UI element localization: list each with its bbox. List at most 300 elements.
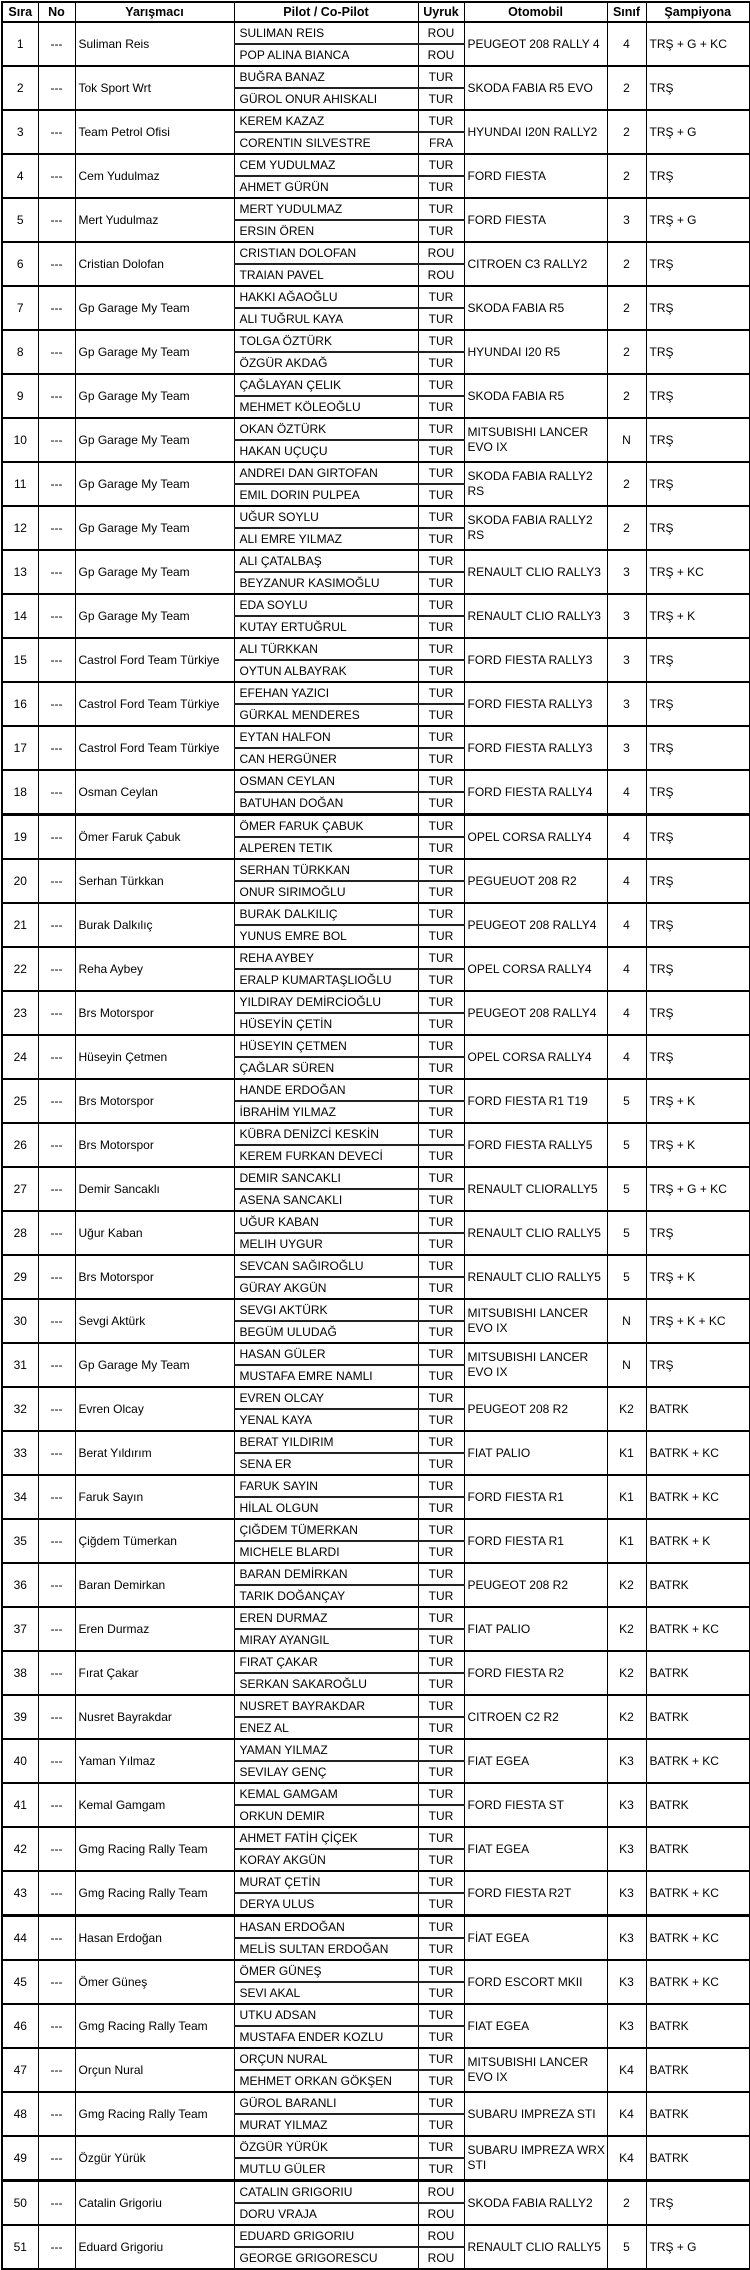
table-row <box>2 2225 750 2247</box>
cell-sampiyona: TRŞ <box>646 815 750 860</box>
cell-copilot-uyruk: TUR <box>418 1541 464 1563</box>
cell-copilot-uyruk: TUR <box>418 616 464 638</box>
cell-no: --- <box>38 947 75 991</box>
cell-pilot: UĞUR KABAN <box>234 1211 418 1233</box>
cell-pilot: HASAN ERDOĞAN <box>234 1916 418 1939</box>
cell-sinif: 5 <box>607 1167 646 1211</box>
cell-no: --- <box>38 2092 75 2136</box>
table-row <box>2 1563 750 1585</box>
cell-copilot: POP ALINA BIANCA <box>234 44 418 66</box>
cell-sira: 48 <box>2 2092 38 2136</box>
cell-sira: 8 <box>2 330 38 374</box>
cell-otomobil: FIAT PALIO <box>464 1607 607 1651</box>
cell-sampiyona: BATRK <box>646 1563 750 1607</box>
cell-sampiyona: TRŞ <box>646 903 750 947</box>
cell-no: --- <box>38 638 75 682</box>
cell-sinif: N <box>607 1299 646 1343</box>
cell-sira: 34 <box>2 1475 38 1519</box>
cell-pilot-uyruk: TUR <box>418 1739 464 1761</box>
cell-sinif: K2 <box>607 1651 646 1695</box>
table-row <box>2 1431 750 1453</box>
cell-pilot: CRISTIAN DOLOFAN <box>234 242 418 264</box>
cell-sampiyona: TRŞ + K <box>646 1255 750 1299</box>
table-row <box>2 1167 750 1189</box>
cell-otomobil: OPEL CORSA RALLY4 <box>464 1035 607 1079</box>
cell-pilot: NUSRET BAYRAKDAR <box>234 1695 418 1717</box>
cell-sira: 36 <box>2 1563 38 1607</box>
table-row <box>2 1695 750 1717</box>
cell-pilot: REHA AYBEY <box>234 947 418 969</box>
cell-pilot-uyruk: TUR <box>418 903 464 925</box>
cell-no: --- <box>38 1255 75 1299</box>
cell-copilot: GÜRKAL MENDERES <box>234 704 418 726</box>
cell-sinif: 3 <box>607 682 646 726</box>
cell-sampiyona: TRŞ + G + KC <box>646 22 750 66</box>
cell-yarismaci: Uğur Kaban <box>75 1211 234 1255</box>
cell-sinif: 4 <box>607 859 646 903</box>
cell-copilot: MUSTAFA EMRE NAMLI <box>234 1365 418 1387</box>
table-row <box>2 1519 750 1541</box>
cell-pilot-uyruk: TUR <box>418 1519 464 1541</box>
cell-sinif: 2 <box>607 506 646 550</box>
cell-copilot-uyruk: TUR <box>418 2158 464 2181</box>
header-uyruk: Uyruk <box>418 2 464 22</box>
cell-yarismaci: Brs Motorspor <box>75 1079 234 1123</box>
cell-pilot: YILDIRAY DEMİRCİOĞLU <box>234 991 418 1013</box>
cell-sinif: 5 <box>607 1079 646 1123</box>
cell-yarismaci: Gmg Racing Rally Team <box>75 2092 234 2136</box>
cell-copilot: GEORGE GRIGORESCU <box>234 2247 418 2269</box>
cell-sampiyona: TRŞ <box>646 418 750 462</box>
cell-yarismaci: Hüseyin Çetmen <box>75 1035 234 1079</box>
cell-copilot-uyruk: TUR <box>418 396 464 418</box>
cell-yarismaci: Orçun Nural <box>75 2048 234 2092</box>
cell-yarismaci: Özgür Yürük <box>75 2136 234 2181</box>
cell-copilot: MIRAY AYANGIL <box>234 1629 418 1651</box>
table-row <box>2 242 750 264</box>
cell-sira: 3 <box>2 110 38 154</box>
cell-otomobil: SKODA FABIA R5 <box>464 374 607 418</box>
cell-sira: 6 <box>2 242 38 286</box>
cell-yarismaci: Kemal Gamgam <box>75 1783 234 1827</box>
cell-pilot-uyruk: TUR <box>418 2004 464 2026</box>
table-row <box>2 682 750 704</box>
cell-pilot-uyruk: TUR <box>418 1387 464 1409</box>
cell-otomobil: PEUGEOT 208 RALLY 4 <box>464 22 607 66</box>
table-row <box>2 286 750 308</box>
cell-no: --- <box>38 991 75 1035</box>
cell-sampiyona: TRŞ <box>646 638 750 682</box>
cell-copilot: EMIL DORIN PULPEA <box>234 484 418 506</box>
cell-no: --- <box>38 1827 75 1871</box>
cell-sinif: K3 <box>607 1739 646 1783</box>
cell-yarismaci: Demir Sancaklı <box>75 1167 234 1211</box>
cell-pilot-uyruk: TUR <box>418 1475 464 1497</box>
cell-yarismaci: Çiğdem Tümerkan <box>75 1519 234 1563</box>
cell-pilot-uyruk: TUR <box>418 550 464 572</box>
cell-sira: 47 <box>2 2048 38 2092</box>
cell-copilot: GÜRAY AKGÜN <box>234 1277 418 1299</box>
cell-copilot: SEVILAY GENÇ <box>234 1761 418 1783</box>
cell-copilot-uyruk: TUR <box>418 1673 464 1695</box>
cell-sira: 37 <box>2 1607 38 1651</box>
cell-pilot: FIRAT ÇAKAR <box>234 1651 418 1673</box>
cell-no: --- <box>38 1871 75 1916</box>
table-row <box>2 594 750 616</box>
cell-pilot: GÜROL BARANLI <box>234 2092 418 2114</box>
cell-copilot-uyruk: TUR <box>418 220 464 242</box>
cell-pilot-uyruk: TUR <box>418 110 464 132</box>
cell-copilot-uyruk: TUR <box>418 969 464 991</box>
cell-sinif: K2 <box>607 1563 646 1607</box>
cell-yarismaci: Eren Durmaz <box>75 1607 234 1651</box>
cell-pilot: MERT YUDULMAZ <box>234 198 418 220</box>
cell-otomobil: MITSUBISHI LANCER EVO IX <box>464 2048 607 2092</box>
cell-sampiyona: TRŞ <box>646 374 750 418</box>
cell-yarismaci: Tok Sport Wrt <box>75 66 234 110</box>
cell-sira: 16 <box>2 682 38 726</box>
cell-sira: 51 <box>2 2225 38 2269</box>
cell-sinif: 3 <box>607 726 646 770</box>
cell-otomobil: PEUGEOT 208 R2 <box>464 1563 607 1607</box>
cell-no: --- <box>38 1651 75 1695</box>
cell-copilot-uyruk: ROU <box>418 264 464 286</box>
cell-sira: 5 <box>2 198 38 242</box>
cell-copilot-uyruk: TUR <box>418 1189 464 1211</box>
cell-sampiyona: BATRK <box>646 2048 750 2092</box>
cell-copilot: BATUHAN DOĞAN <box>234 792 418 815</box>
cell-copilot-uyruk: TUR <box>418 1277 464 1299</box>
cell-copilot: DORU VRAJA <box>234 2203 418 2225</box>
cell-sinif: 4 <box>607 947 646 991</box>
cell-pilot: SEVGI AKTÜRK <box>234 1299 418 1321</box>
cell-no: --- <box>38 154 75 198</box>
table-row <box>2 1299 750 1321</box>
cell-pilot: BARAN DEMİRKAN <box>234 1563 418 1585</box>
cell-sinif: N <box>607 418 646 462</box>
cell-otomobil: FORD FIESTA <box>464 154 607 198</box>
cell-sinif: K4 <box>607 2048 646 2092</box>
cell-copilot-uyruk: TUR <box>418 748 464 770</box>
cell-otomobil: SKODA FABIA RALLY2 RS <box>464 462 607 506</box>
cell-yarismaci: Mert Yudulmaz <box>75 198 234 242</box>
cell-copilot: TRAIAN PAVEL <box>234 264 418 286</box>
cell-pilot: ÖMER FARUK ÇABUK <box>234 815 418 838</box>
cell-pilot-uyruk: TUR <box>418 726 464 748</box>
table-row <box>2 947 750 969</box>
table-row <box>2 1783 750 1805</box>
cell-otomobil: HYUNDAI I20 R5 <box>464 330 607 374</box>
cell-sinif: K3 <box>607 1960 646 2004</box>
cell-pilot-uyruk: TUR <box>418 286 464 308</box>
cell-sira: 1 <box>2 22 38 66</box>
cell-yarismaci: Nusret Bayrakdar <box>75 1695 234 1739</box>
cell-pilot-uyruk: TUR <box>418 815 464 838</box>
cell-sampiyona: BATRK <box>646 2004 750 2048</box>
cell-sira: 22 <box>2 947 38 991</box>
cell-no: --- <box>38 726 75 770</box>
cell-copilot-uyruk: ROU <box>418 44 464 66</box>
cell-sampiyona: TRŞ <box>646 770 750 815</box>
cell-pilot-uyruk: ROU <box>418 2181 464 2204</box>
cell-sinif: K3 <box>607 2004 646 2048</box>
cell-yarismaci: Castrol Ford Team Türkiye <box>75 726 234 770</box>
cell-sinif: 3 <box>607 594 646 638</box>
cell-otomobil: CITROEN C3 RALLY2 <box>464 242 607 286</box>
cell-sampiyona: TRŞ <box>646 991 750 1035</box>
cell-copilot: MICHELE BLARDI <box>234 1541 418 1563</box>
table-row <box>2 1607 750 1629</box>
cell-pilot-uyruk: TUR <box>418 154 464 176</box>
cell-yarismaci: Gp Garage My Team <box>75 418 234 462</box>
cell-pilot: KÜBRA DENİZCİ KESKİN <box>234 1123 418 1145</box>
cell-copilot: YUNUS EMRE BOL <box>234 925 418 947</box>
header-no: No <box>38 2 75 22</box>
cell-pilot-uyruk: TUR <box>418 66 464 88</box>
cell-copilot: ERSIN ÖREN <box>234 220 418 242</box>
table-row <box>2 22 750 44</box>
cell-pilot-uyruk: TUR <box>418 1079 464 1101</box>
table-row <box>2 550 750 572</box>
cell-copilot: DERYA ULUS <box>234 1893 418 1916</box>
cell-sinif: K2 <box>607 1387 646 1431</box>
cell-pilot-uyruk: ROU <box>418 242 464 264</box>
cell-sira: 25 <box>2 1079 38 1123</box>
cell-copilot: KEREM FURKAN DEVECİ <box>234 1145 418 1167</box>
table-row <box>2 903 750 925</box>
cell-pilot: CATALIN GRIGORIU <box>234 2181 418 2204</box>
cell-sinif: K4 <box>607 2092 646 2136</box>
cell-otomobil: RENAULT CLIO RALLY5 <box>464 1211 607 1255</box>
cell-no: --- <box>38 506 75 550</box>
cell-sampiyona: TRŞ <box>646 859 750 903</box>
entry-list-table <box>1 1 750 2270</box>
cell-sira: 33 <box>2 1431 38 1475</box>
cell-sinif: 2 <box>607 286 646 330</box>
header-sinif: Sınıf <box>607 2 646 22</box>
cell-pilot-uyruk: ROU <box>418 22 464 44</box>
cell-sira: 14 <box>2 594 38 638</box>
cell-sampiyona: BATRK + KC <box>646 1739 750 1783</box>
cell-sampiyona: BATRK <box>646 1783 750 1827</box>
cell-copilot-uyruk: TUR <box>418 704 464 726</box>
cell-copilot-uyruk: ROU <box>418 2247 464 2269</box>
table-row <box>2 1211 750 1233</box>
cell-no: --- <box>38 1035 75 1079</box>
cell-sinif: 2 <box>607 330 646 374</box>
cell-copilot: ORKUN DEMIR <box>234 1805 418 1827</box>
cell-copilot: MURAT YILMAZ <box>234 2114 418 2136</box>
cell-pilot-uyruk: TUR <box>418 1607 464 1629</box>
cell-sampiyona: BATRK <box>646 1387 750 1431</box>
cell-sampiyona: TRŞ + K <box>646 594 750 638</box>
cell-yarismaci: Catalin Grigoriu <box>75 2181 234 2226</box>
cell-sinif: K2 <box>607 1695 646 1739</box>
cell-copilot-uyruk: TUR <box>418 1497 464 1519</box>
cell-otomobil: MITSUBISHI LANCER EVO IX <box>464 418 607 462</box>
cell-sinif: 2 <box>607 66 646 110</box>
cell-copilot-uyruk: TUR <box>418 1849 464 1871</box>
table-row <box>2 1255 750 1277</box>
cell-pilot-uyruk: TUR <box>418 198 464 220</box>
cell-copilot-uyruk: ROU <box>418 2203 464 2225</box>
cell-sampiyona: TRŞ + K <box>646 1123 750 1167</box>
cell-otomobil: PEGUEUOT 208 R2 <box>464 859 607 903</box>
cell-sira: 39 <box>2 1695 38 1739</box>
cell-yarismaci: Gp Garage My Team <box>75 374 234 418</box>
table-row <box>2 1387 750 1409</box>
cell-sinif: 4 <box>607 991 646 1035</box>
table-row <box>2 506 750 528</box>
cell-copilot: ONUR SIRIMOĞLU <box>234 881 418 903</box>
cell-pilot-uyruk: TUR <box>418 1827 464 1849</box>
cell-sinif: 3 <box>607 550 646 594</box>
cell-sampiyona: BATRK + K <box>646 1519 750 1563</box>
cell-pilot-uyruk: TUR <box>418 1167 464 1189</box>
cell-no: --- <box>38 770 75 815</box>
cell-pilot-uyruk: TUR <box>418 1211 464 1233</box>
cell-no: --- <box>38 1167 75 1211</box>
cell-sampiyona: BATRK <box>646 2136 750 2181</box>
cell-sinif: K1 <box>607 1519 646 1563</box>
cell-pilot-uyruk: TUR <box>418 1916 464 1939</box>
cell-pilot: FARUK SAYIN <box>234 1475 418 1497</box>
cell-yarismaci: Gp Garage My Team <box>75 330 234 374</box>
cell-sinif: 3 <box>607 638 646 682</box>
cell-otomobil: RENAULT CLIO RALLY5 <box>464 1255 607 1299</box>
cell-pilot: ÖZGÜR YÜRÜK <box>234 2136 418 2158</box>
cell-sira: 20 <box>2 859 38 903</box>
cell-no: --- <box>38 1960 75 2004</box>
cell-pilot-uyruk: TUR <box>418 506 464 528</box>
cell-pilot: EVREN OLCAY <box>234 1387 418 1409</box>
cell-copilot: BEGÜM ULUDAĞ <box>234 1321 418 1343</box>
table-row <box>2 462 750 484</box>
header-sampiyona: Şampiyona <box>646 2 750 22</box>
cell-pilot: EDA SOYLU <box>234 594 418 616</box>
cell-sira: 26 <box>2 1123 38 1167</box>
cell-sampiyona: BATRK + KC <box>646 1960 750 2004</box>
table-row <box>2 66 750 88</box>
cell-copilot-uyruk: TUR <box>418 2114 464 2136</box>
table-row <box>2 770 750 792</box>
cell-copilot: ÖZGÜR AKDAĞ <box>234 352 418 374</box>
cell-sinif: K2 <box>607 1607 646 1651</box>
cell-otomobil: SKODA FABIA R5 EVO <box>464 66 607 110</box>
cell-yarismaci: Gp Garage My Team <box>75 594 234 638</box>
cell-copilot: GÜROL ONUR AHISKALI <box>234 88 418 110</box>
cell-pilot-uyruk: TUR <box>418 330 464 352</box>
cell-yarismaci: Osman Ceylan <box>75 770 234 815</box>
cell-no: --- <box>38 550 75 594</box>
cell-otomobil: FORD FIESTA R2T <box>464 1871 607 1916</box>
cell-copilot-uyruk: TUR <box>418 1013 464 1035</box>
cell-yarismaci: Gp Garage My Team <box>75 1343 234 1387</box>
cell-pilot: EFEHAN YAZICI <box>234 682 418 704</box>
cell-no: --- <box>38 2225 75 2269</box>
cell-copilot: CORENTIN SILVESTRE <box>234 132 418 154</box>
cell-sira: 40 <box>2 1739 38 1783</box>
cell-sinif: 2 <box>607 242 646 286</box>
cell-copilot-uyruk: TUR <box>418 1145 464 1167</box>
cell-no: --- <box>38 1431 75 1475</box>
cell-copilot: ERALP KUMARTAŞLIOĞLU <box>234 969 418 991</box>
cell-copilot: SERKAN SAKAROĞLU <box>234 1673 418 1695</box>
cell-yarismaci: Sevgi Aktürk <box>75 1299 234 1343</box>
cell-yarismaci: Fırat Çakar <box>75 1651 234 1695</box>
cell-otomobil: SUBARU IMPREZA STI <box>464 2092 607 2136</box>
header-sira: Sıra <box>2 2 38 22</box>
cell-no: --- <box>38 2136 75 2181</box>
header-yarismaci: Yarışmacı <box>75 2 234 22</box>
cell-copilot-uyruk: TUR <box>418 1453 464 1475</box>
cell-yarismaci: Gmg Racing Rally Team <box>75 2004 234 2048</box>
cell-yarismaci: Cristian Dolofan <box>75 242 234 286</box>
table-row <box>2 154 750 176</box>
cell-otomobil: MITSUBISHI LANCER EVO IX <box>464 1299 607 1343</box>
cell-yarismaci: Serhan Türkkan <box>75 859 234 903</box>
cell-sira: 45 <box>2 1960 38 2004</box>
table-row <box>2 2136 750 2158</box>
cell-sinif: 4 <box>607 903 646 947</box>
table-body <box>2 22 750 2269</box>
cell-pilot: KEREM KAZAZ <box>234 110 418 132</box>
cell-copilot-uyruk: TUR <box>418 1938 464 1960</box>
cell-copilot: MEHMET KÖLEOĞLU <box>234 396 418 418</box>
cell-sinif: K3 <box>607 1783 646 1827</box>
cell-sira: 50 <box>2 2181 38 2226</box>
table-row <box>2 1871 750 1893</box>
cell-yarismaci: Team Petrol Ofisi <box>75 110 234 154</box>
cell-copilot-uyruk: TUR <box>418 440 464 462</box>
table-row <box>2 198 750 220</box>
cell-no: --- <box>38 1607 75 1651</box>
cell-copilot-uyruk: TUR <box>418 1717 464 1739</box>
cell-pilot-uyruk: TUR <box>418 638 464 660</box>
cell-pilot: BUĞRA BANAZ <box>234 66 418 88</box>
cell-pilot-uyruk: TUR <box>418 418 464 440</box>
cell-sampiyona: TRŞ + G <box>646 198 750 242</box>
table-row <box>2 2092 750 2114</box>
cell-pilot: BERAT YILDIRIM <box>234 1431 418 1453</box>
cell-no: --- <box>38 2181 75 2226</box>
cell-sinif: 3 <box>607 198 646 242</box>
cell-pilot: ALI ÇATALBAŞ <box>234 550 418 572</box>
cell-no: --- <box>38 198 75 242</box>
cell-yarismaci: Evren Olcay <box>75 1387 234 1431</box>
cell-sira: 44 <box>2 1916 38 1961</box>
cell-sampiyona: BATRK + KC <box>646 1916 750 1961</box>
cell-sira: 27 <box>2 1167 38 1211</box>
cell-copilot-uyruk: TUR <box>418 484 464 506</box>
cell-sampiyona: TRŞ <box>646 947 750 991</box>
cell-copilot: KUTAY ERTUĞRUL <box>234 616 418 638</box>
cell-sira: 32 <box>2 1387 38 1431</box>
cell-sampiyona: TRŞ <box>646 726 750 770</box>
cell-copilot: MUSTAFA ENDER KOZLU <box>234 2026 418 2048</box>
header-otomobil: Otomobil <box>464 2 607 22</box>
cell-copilot: HİLAL OLGUN <box>234 1497 418 1519</box>
table-row <box>2 1827 750 1849</box>
cell-sampiyona: TRŞ <box>646 2181 750 2226</box>
cell-yarismaci: Brs Motorspor <box>75 1123 234 1167</box>
cell-sampiyona: TRŞ <box>646 286 750 330</box>
cell-copilot-uyruk: TUR <box>418 2026 464 2048</box>
cell-yarismaci: Suliman Reis <box>75 22 234 66</box>
cell-otomobil: OPEL CORSA RALLY4 <box>464 947 607 991</box>
cell-otomobil: FORD FIESTA RALLY3 <box>464 726 607 770</box>
cell-otomobil: FORD FIESTA RALLY3 <box>464 682 607 726</box>
